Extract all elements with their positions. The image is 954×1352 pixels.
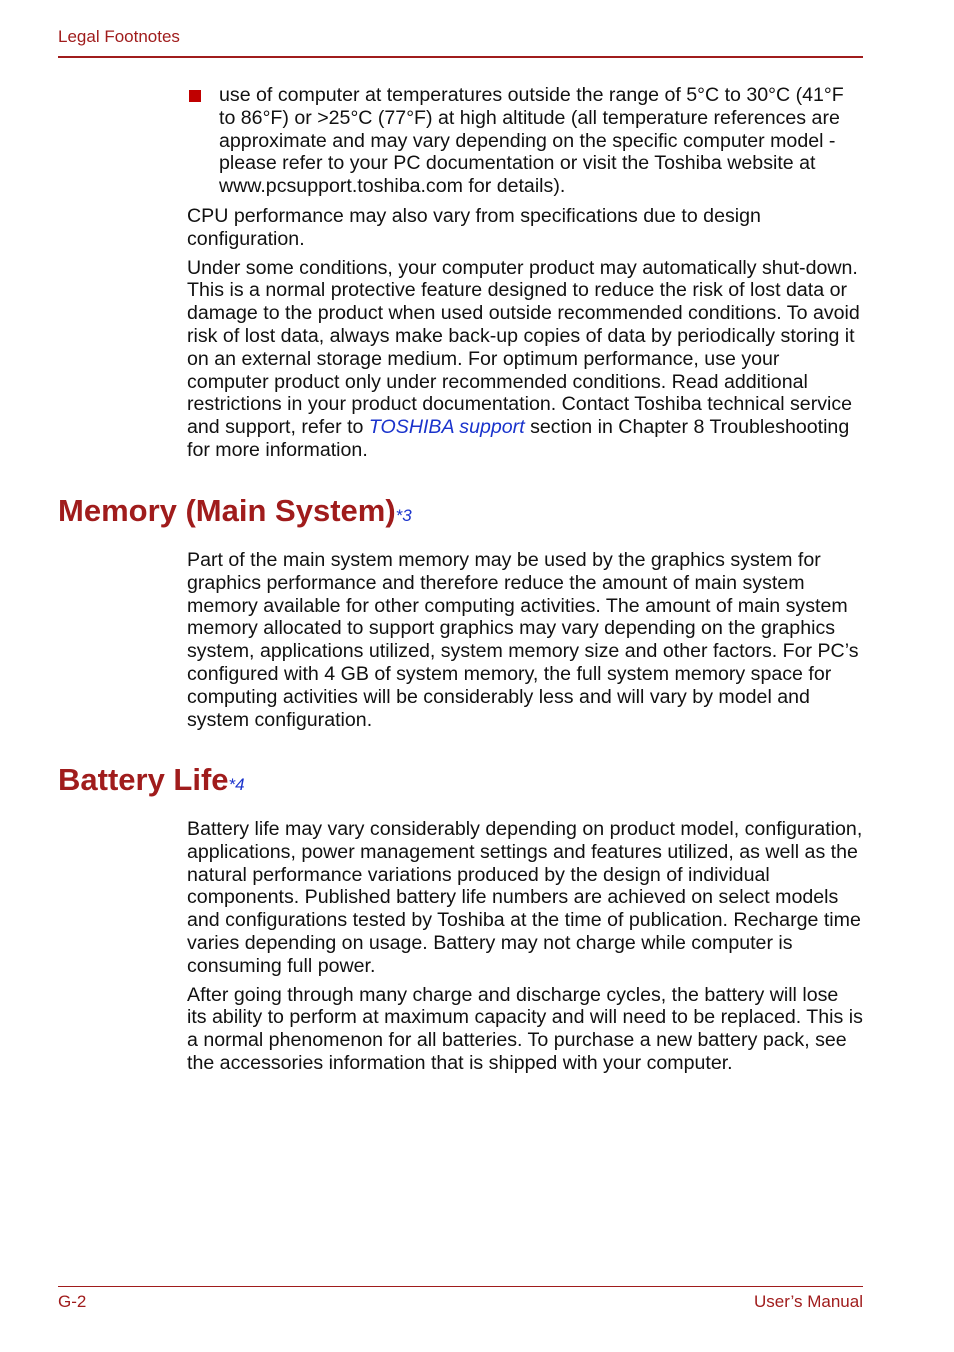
header-title: Legal Footnotes [58, 27, 180, 46]
shutdown-text: Under some conditions, your computer product may automatically shut-down. This is a normal protective feature designed to reduce the risk of lost data or damage to the product when used outside recommended conditions. To avoid risk of lost data, always make back-up copies of data by periodically storing it on an external storage medium. For optimum performance, use your computer product only under recommended conditions. Read additional restrictions in your product documentation. Contact Toshiba technical service and support, refer to [187, 256, 860, 439]
shutdown-text-end: section in Chapter 8 Troubleshooting for more information. [187, 416, 850, 461]
page-number: G-2 [58, 1292, 87, 1311]
intro-section [187, 84, 863, 468]
battery-paragraph-2: After going through many charge and discharge cycles, the battery will lose its ability to perform at maximum capacity and will need to be replaced. This is a normal phenomenon for all batteries. To purchase a new battery pack, see the accessories information that is shipped with your computer. [187, 983, 863, 1074]
page-header [58, 26, 863, 58]
battery-section-body [187, 818, 863, 1081]
memory-heading-text: Memory (Main System) [58, 493, 396, 528]
battery-footnote-ref[interactable]: *4 [228, 775, 245, 794]
manual-title: User’s Manual [754, 1292, 863, 1311]
shutdown-paragraph [187, 257, 863, 462]
cpu-performance-paragraph: CPU performance may also vary from specifications due to design configuration. [187, 204, 761, 250]
battery-heading [58, 762, 245, 803]
memory-paragraph: Part of the main system memory may be used by the graphics system for graphics performance and therefore reduce the amount of main system memory available for other computing activities. The amount of main system memory allocated to support graphics may vary depending on the graphics system, applications utilized, system memory size and other factors. For PC’s configured with 4 GB of system memory, the full system memory space for computing activities will be considerably less and will vary by model and system configuration. [187, 549, 859, 731]
memory-heading [58, 493, 412, 534]
square-bullet-icon [189, 90, 201, 102]
memory-footnote-ref[interactable]: *3 [395, 506, 412, 525]
battery-paragraph-1: Battery life may vary considerably depending on product model, configuration, applications, power management settings and features utilized, as well as the natural performance variations produced by the design of individual components. Published battery life numbers are achieved on select models and configurations tested by Toshiba at the time of publication. Recharge time varies depending on usage. Battery may not charge while computer is consuming full power. [187, 818, 863, 977]
toshiba-support-link[interactable]: TOSHIBA support [368, 416, 525, 439]
bullet-text: use of computer at temperatures outside the range of 5°C to 30°C (41°F to 86°F) or >25°C (77°F) at high altitude (all temperature references are approximate and may vary depending on the specific computer model - please refer to your PC documentation or visit the Toshiba website at www.pcsupport.toshiba.com for details). [219, 84, 844, 198]
list-item [187, 84, 863, 198]
page-footer [58, 1286, 863, 1317]
battery-heading-text: Battery Life [58, 762, 229, 797]
memory-section-body [187, 549, 863, 737]
